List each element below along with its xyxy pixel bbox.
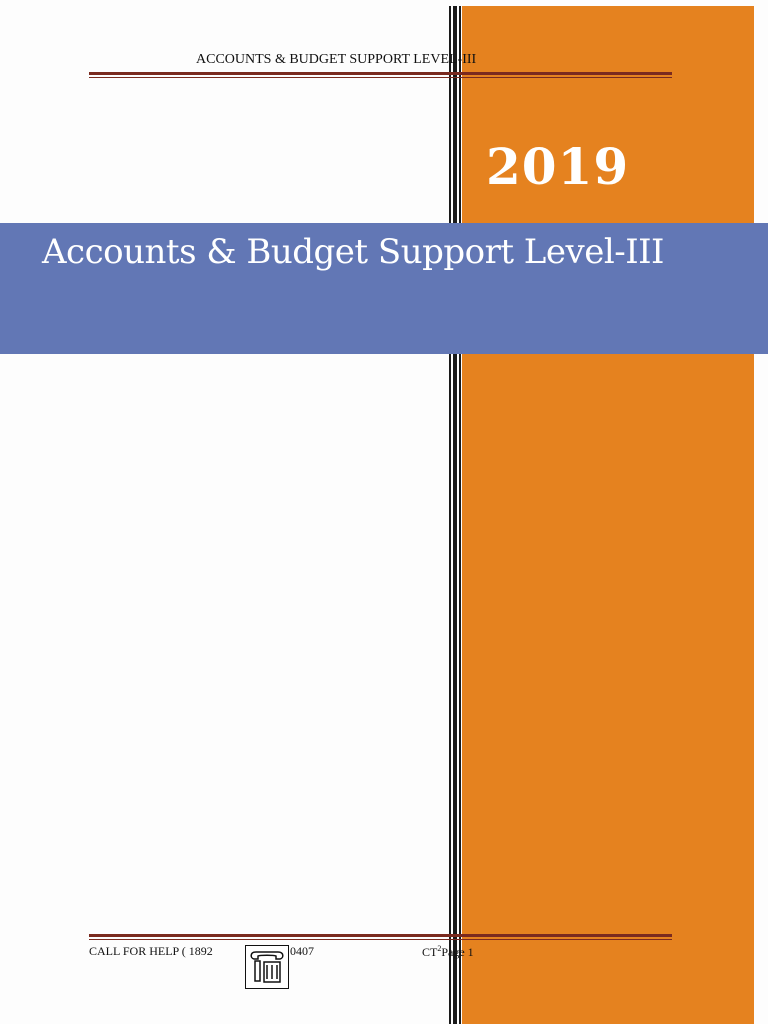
- cover-year: 2019: [486, 137, 630, 196]
- ct-text: CT: [422, 945, 438, 959]
- ct-superscript: 2: [437, 944, 442, 953]
- header-rule: [89, 72, 672, 75]
- vertical-rule-3: [459, 6, 461, 1024]
- footer-rule: [89, 934, 672, 937]
- footer-ct-label: [422, 944, 474, 960]
- telephone-icon: [245, 945, 289, 989]
- document-title: Accounts & Budget Support Level-III: [42, 232, 664, 272]
- vertical-rule-1: [449, 6, 451, 1024]
- phone-number-tail: 0407: [290, 944, 314, 958]
- page-number: Page 1: [441, 945, 474, 959]
- vertical-rule-2: [453, 6, 457, 1024]
- footer-rule-thin: [89, 939, 672, 940]
- call-for-help-text: CALL FOR HELP ( 1892: [89, 944, 213, 958]
- header-rule-thin: [89, 77, 672, 78]
- running-header: ACCOUNTS & BUDGET SUPPORT LEVEL-III: [196, 52, 477, 67]
